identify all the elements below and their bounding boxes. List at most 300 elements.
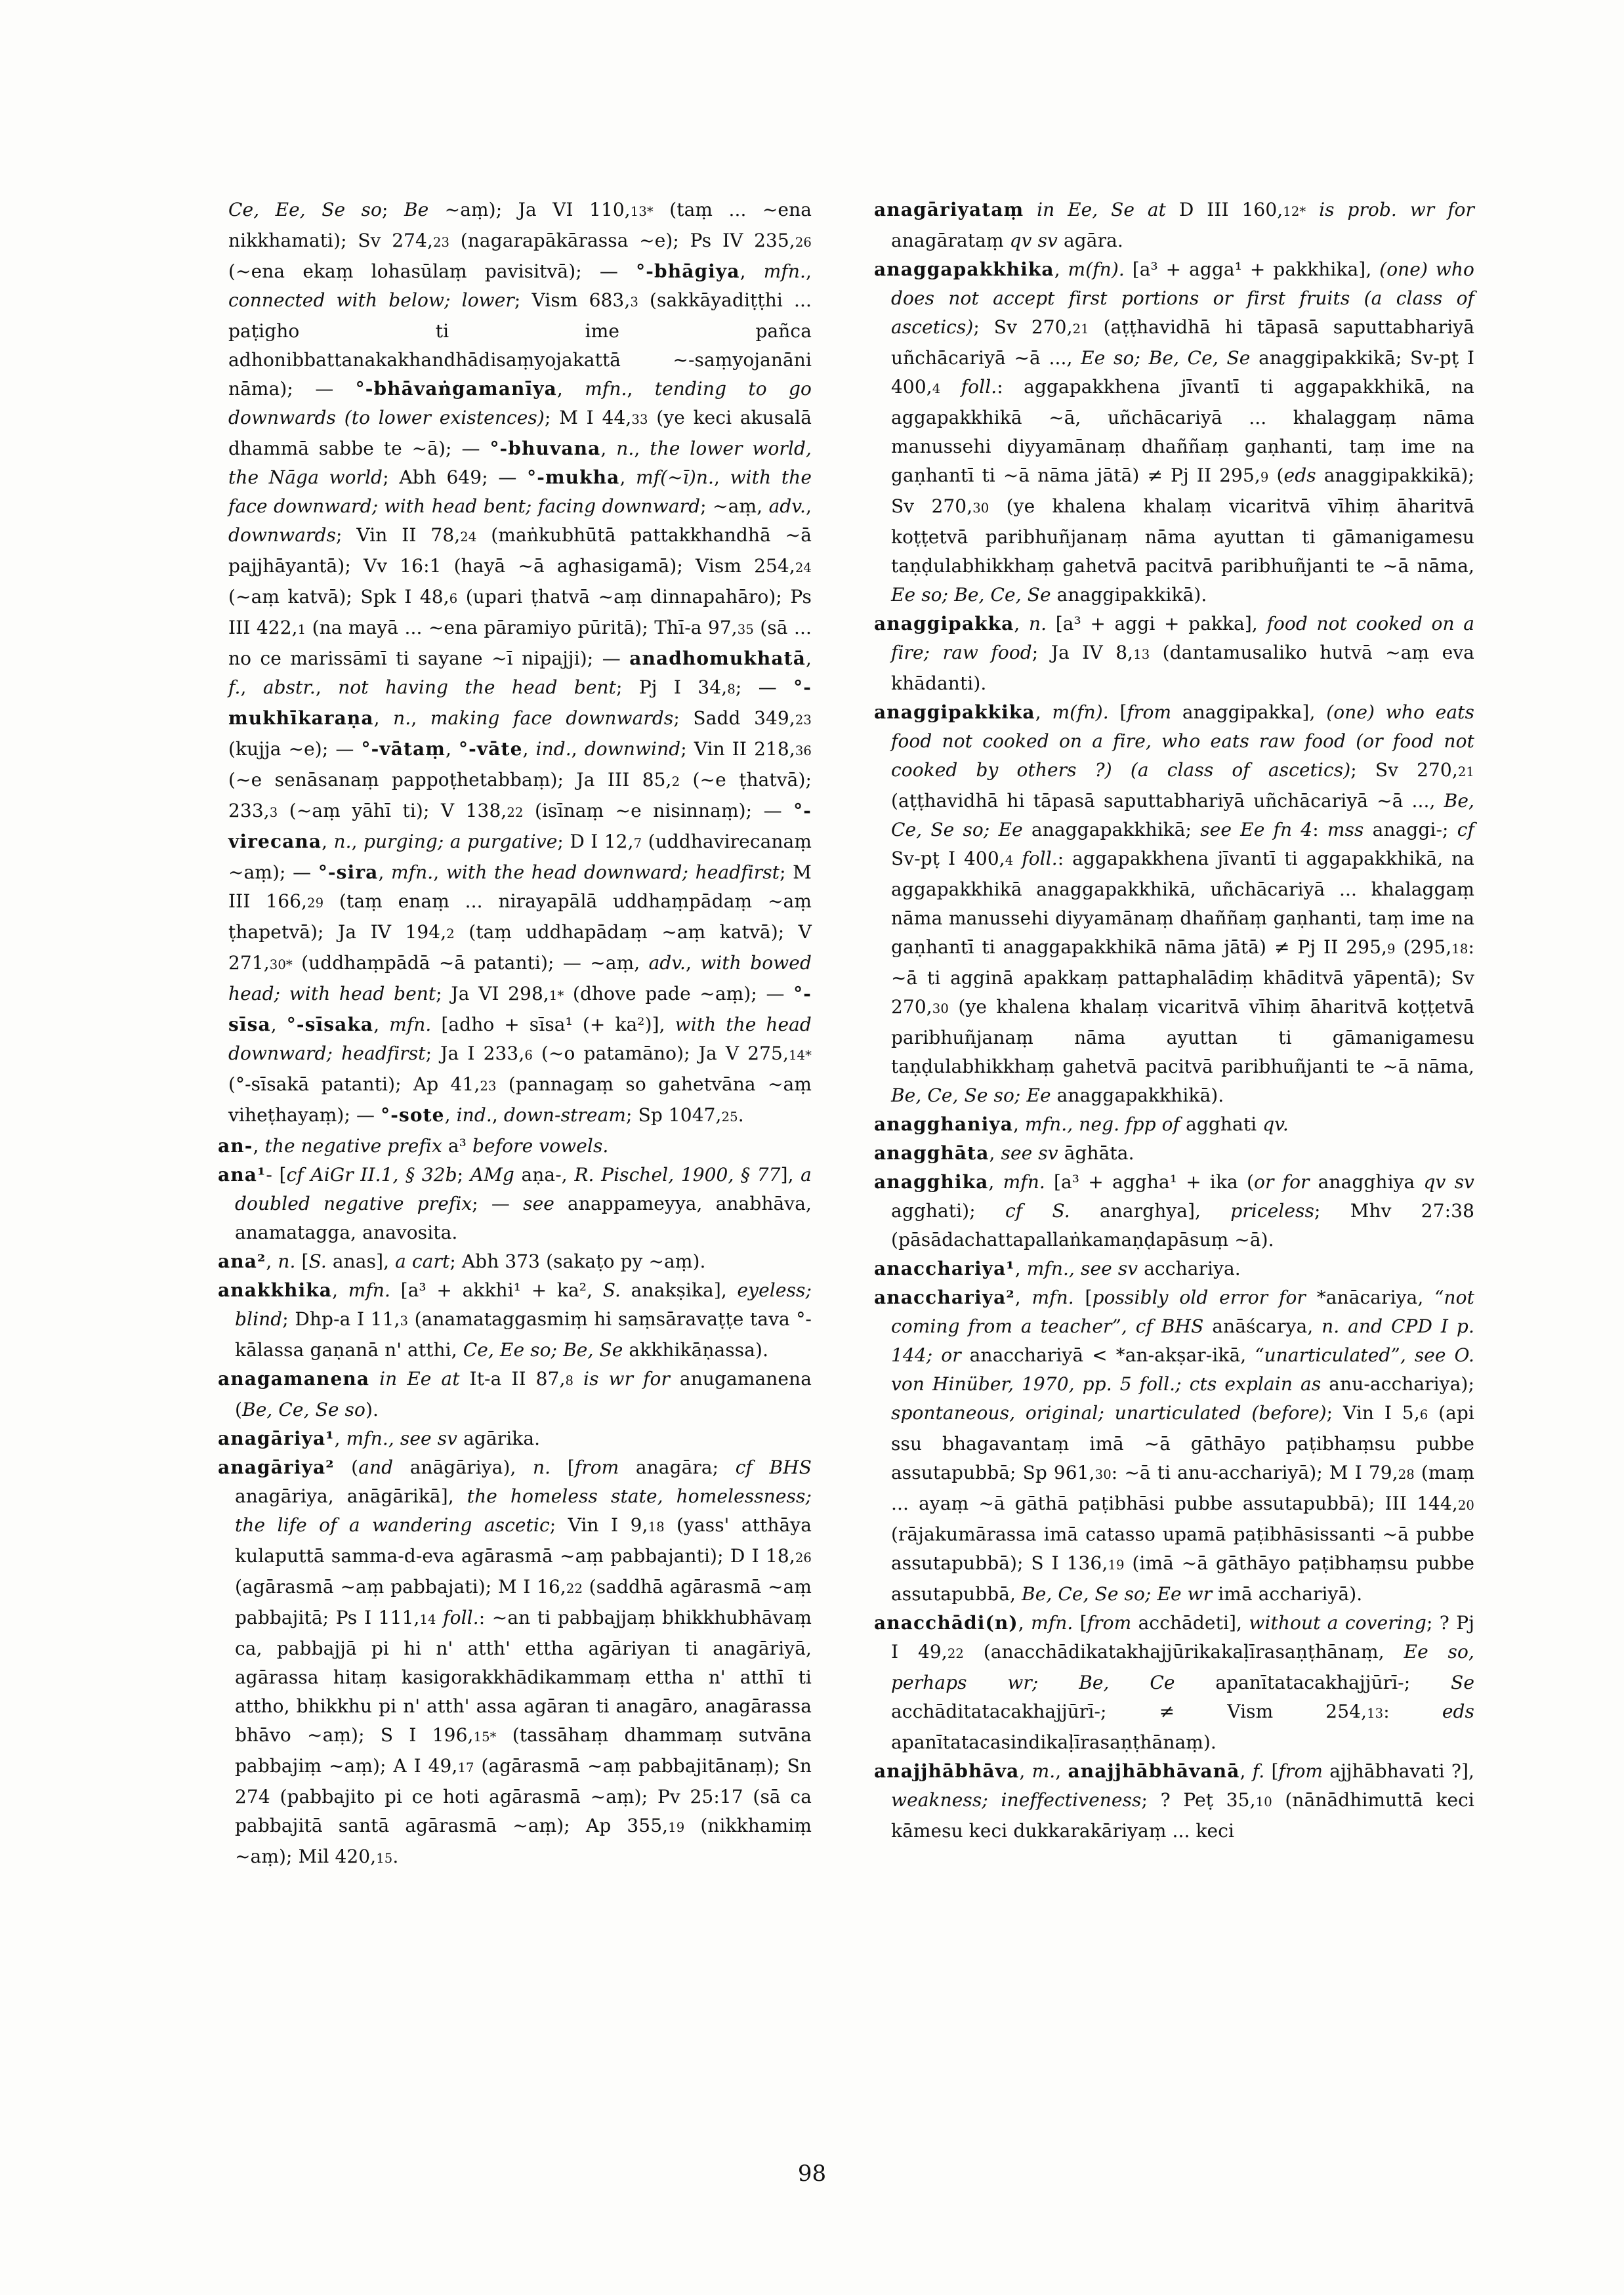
text-run: AMg (470, 1164, 514, 1186)
line-number: 4 (932, 381, 941, 396)
text-run: m(fn). (1052, 701, 1109, 723)
text-run: , (571, 738, 585, 760)
dict-entry (218, 1424, 812, 1453)
text-run: is wr for (583, 1368, 670, 1390)
text-run: mf(~ī)n. (636, 466, 714, 488)
headword: °-virecana (228, 800, 812, 852)
text-run: ; ? Peṭ 35,10 (nānādhimuttā keci kāmesu keci dukkarakāriyaṃ ... keci (891, 1789, 1474, 1842)
text-run: agghati); (891, 1200, 1005, 1222)
line-number: 36 (795, 743, 812, 758)
text-run: possibly old error for (1092, 1287, 1306, 1308)
text-run: adv. (648, 952, 686, 974)
text-run: mfn., see sv (346, 1428, 458, 1449)
line-number: 1* (549, 988, 564, 1003)
text-run: n. (333, 831, 352, 852)
text-run: before vowels. (472, 1135, 609, 1157)
text-run: from (1278, 1760, 1323, 1782)
text-run: , (989, 1142, 1001, 1164)
text-run: without a covering (1249, 1612, 1426, 1634)
text-run: , (491, 1104, 504, 1126)
text-run: , (315, 676, 339, 698)
text-run: ; Mhv 27:38 (pāsādachattapallaṅkamaṇḍapāsuṃ ~ā). (891, 1200, 1474, 1251)
line-number: 19 (668, 1820, 685, 1835)
text-run: , (332, 1279, 348, 1301)
text-run: aṇa-, (514, 1164, 575, 1186)
page-number: 98 (797, 2161, 827, 2187)
text-run: [a³ + akkhi¹ + ka², (390, 1279, 603, 1301)
text-run: , (270, 1014, 287, 1035)
text-run: “unarticulated”, see O. von Hinüber, 1970, pp. 5 foll.; cts explain as (891, 1344, 1474, 1395)
text-run: Ce, Ee, Se so (228, 199, 382, 220)
text-run: anaggapakkhikā). (1051, 1085, 1224, 1106)
text-run: anacchariyā < *an-akṣar-ikā, (961, 1344, 1255, 1366)
text-run: with the head downward; headfirst (446, 861, 780, 883)
text-run: anas], (326, 1251, 396, 1272)
text-run: Be, Ce, Se so; Ee (891, 1085, 1051, 1106)
text-run: ). (365, 1399, 379, 1420)
text-run: Ee so, perhaps wr; Be, Ce (891, 1641, 1474, 1693)
dict-entry (218, 1132, 812, 1161)
text-run: ajjhābhavati ?], (1323, 1760, 1474, 1782)
text-run: ; Vism 683,3 (sakkāyadiṭṭhi ... paṭigho ti ime pañca adhonibbattanakakhandhādisaṃyojakattā ~-saṃyojanāni nāma); — (228, 289, 812, 400)
text-run: S. (602, 1279, 621, 1301)
text-run: anakṣika], (621, 1279, 738, 1301)
headword: anagghika (874, 1171, 989, 1193)
line-number: 14 (419, 1612, 436, 1627)
text-run: , (1014, 1287, 1032, 1308)
text-run: S. (308, 1251, 327, 1272)
headword: °-sīsaka (286, 1014, 374, 1035)
text-run: , (522, 738, 536, 760)
line-number: 3 (269, 805, 278, 820)
text-run: ; Pj I 34,8; — (616, 676, 794, 698)
text-run: : (1312, 819, 1327, 840)
line-number: 28 (1398, 1467, 1415, 1482)
line-number: 19 (1108, 1558, 1125, 1573)
text-run: agāra. (1057, 230, 1123, 251)
text-run: and (358, 1457, 394, 1478)
text-run: ; Vin I 5,6 (api ssu bhagavantaṃ imā ~ā gāthāyo paṭibhaṃsu pubbe assutapubbā; Sp 961,30: ~ā ti anu-acchariyā); M I 79,28 (maṃ ... ayaṃ ~ā gāthā paṭibhāsi pubbe assutapubbā); III 144,20 (rājakumārassa imā catasso upamā paṭibhāsissanti ~ā pubbe assutapubbā); S I 136,19 (imā ~ā gāthāyo paṭibhaṃsu pubbe assutapubbā, (891, 1402, 1474, 1605)
text-run: with bowed head; with head bent (228, 952, 812, 1004)
text-run: see (523, 1193, 554, 1214)
text-run: , (1014, 1258, 1027, 1279)
text-run: not having the head bent (338, 676, 616, 698)
headword: anagghaniya (874, 1113, 1014, 1135)
line-number: 13 (1367, 1706, 1384, 1721)
text-run (369, 1368, 379, 1390)
text-run: ind. (535, 738, 572, 760)
text-run: mfn. (1031, 1612, 1073, 1634)
text-run: , (686, 952, 701, 974)
line-number: 8 (565, 1373, 574, 1388)
text-run: , (253, 1135, 265, 1157)
headword: anagamanena (218, 1368, 370, 1390)
text-run: down-stream (503, 1104, 627, 1126)
text-run: , (1013, 1113, 1026, 1135)
text-run: in Ee at (379, 1368, 460, 1390)
text-run: , (600, 438, 617, 459)
line-number: 24 (460, 529, 477, 545)
text-run: anugamanena ( (235, 1368, 812, 1420)
text-run: cf (1457, 819, 1474, 840)
text-run: anagāriya, anāgārikā], (235, 1485, 467, 1507)
text-run: with the face downward; with head bent; facing downward (228, 466, 812, 517)
text-run: mfn. (348, 1279, 390, 1301)
text-run: [a³ + aggha¹ + ika ( (1045, 1171, 1255, 1193)
dict-entry (874, 1283, 1474, 1609)
dict-entry (874, 610, 1474, 698)
text-run: - [ (266, 1164, 287, 1186)
text-run: anagghiya (1309, 1171, 1424, 1193)
text-run: [ (295, 1251, 309, 1272)
text-run: cf AiGr II.1, § 32b (286, 1164, 457, 1186)
text-run: , (446, 738, 459, 760)
text-run: agghati (1180, 1113, 1263, 1135)
dict-entry (218, 1276, 812, 1365)
line-number: 15* (473, 1729, 497, 1745)
text-run: m(fn). (1068, 258, 1125, 280)
text-run: , (378, 861, 392, 883)
text-run: , (411, 707, 430, 729)
text-run: Ee so; Be, Ce, Se (1081, 347, 1251, 369)
text-run: Be, Ce, Se so; Ee (891, 790, 1474, 840)
text-run: tending to go downwards (to lower existences) (228, 378, 812, 428)
text-run: from (1127, 701, 1172, 723)
text-run: in Ee, Se at (1037, 199, 1167, 220)
line-number: 30 (932, 1001, 949, 1016)
text-run: n. (533, 1457, 551, 1478)
text-run: eds (1283, 465, 1316, 486)
dict-entry (218, 1453, 812, 1873)
text-run: (one) who does not accept first portions or first fruits (a class of ascetics) (891, 258, 1475, 338)
line-number: 23 (480, 1079, 497, 1094)
text-run: cf BHS (1135, 1315, 1204, 1337)
headword: ana² (218, 1251, 266, 1272)
text-run: ; Ja VI 298,1* (dhove pade ~aṃ); — (436, 983, 794, 1004)
text-run: qv. (1262, 1113, 1289, 1135)
headword: anadhomukhatā (629, 648, 806, 669)
text-run: ; Sp 1047,25. (626, 1104, 744, 1126)
line-number: 3 (630, 295, 638, 310)
text-run: priceless (1230, 1200, 1314, 1222)
text-run: from (1087, 1612, 1132, 1634)
line-number: 26 (795, 1550, 812, 1565)
line-number: 21 (1072, 321, 1089, 337)
headword: °-vātaṃ (361, 738, 446, 760)
line-number: 30 (1094, 1467, 1112, 1482)
text-run: ; Dhp-a I 11,3 (anamataggasmiṃ hi saṃsāravaṭṭe tava °-kālassa gaṇanā n' atthi, (235, 1308, 812, 1361)
text-run: anaggipakkikā; Sv-pṭ I 400,4 (891, 347, 1474, 398)
text-run: n. and CPD I p. 144; or (891, 1315, 1474, 1366)
text-run: connected with below; lower (228, 289, 514, 311)
text-run: ], (780, 1164, 801, 1186)
text-run: D III 160,12* (1166, 199, 1306, 220)
dict-entry (874, 1609, 1474, 1757)
text-run: , (713, 466, 730, 488)
entry-continuation (218, 196, 812, 1132)
text-run: a doubled negative prefix (235, 1164, 812, 1214)
text-run: cf BHS (735, 1457, 812, 1478)
line-number: 30* (269, 957, 293, 972)
text-run: mfn. (1031, 1287, 1074, 1308)
line-number: 13* (630, 204, 654, 219)
text-run: making face downwards (430, 707, 674, 729)
text-run: ; Ja IV 8,13 (dantamusaliko hutvā ~aṃ eva khādanti). (891, 642, 1474, 694)
text-run: Be, Ce, Se so (242, 1399, 365, 1420)
line-number: 2 (671, 774, 680, 789)
line-number: 9 (1260, 470, 1269, 485)
text-run: anaggipakkikā); Sv 270,30 (ye khalena khalaṃ vicaritvā vīhiṃ āharitvā koṭṭetvā paribhuñjanaṃ nāma ayuttan ti gāmanigamesu taṇḍulabhikkhaṃ gahetvā pacitvā paribhuñjanti te ~ā nāma, (891, 465, 1474, 577)
line-number: 22 (566, 1581, 583, 1596)
text-run: ind. (456, 1104, 492, 1126)
text-run: downwind (584, 738, 681, 760)
text-run: , (805, 495, 812, 517)
text-run: akkhikāṇassa). (623, 1339, 769, 1361)
line-number: 35 (737, 622, 754, 637)
text-run: [ (1108, 701, 1127, 723)
text-run: anaggapakkhikā; (1022, 819, 1201, 840)
dict-entry (874, 1254, 1474, 1283)
line-number: 7 (633, 836, 642, 851)
line-number: 9 (1387, 941, 1396, 957)
headword: an- (218, 1135, 253, 1157)
text-run: , (1035, 701, 1052, 723)
line-number: 25 (721, 1109, 738, 1125)
text-run: , (373, 707, 394, 729)
text-run: , (634, 438, 650, 459)
line-number: 29 (307, 896, 324, 911)
text-run: ; Ja I 233,6 (~o patamāno); Ja V 275,14* (°-sīsakā patanti); Ap 41,23 (pannagaṃ so gahetvāna ~aṃ viheṭhayaṃ); — (228, 1043, 812, 1126)
text-run: , (1055, 1760, 1068, 1782)
text-run: , (627, 378, 655, 400)
text-run: n. (1029, 613, 1047, 634)
headword: anaggipakka (874, 613, 1014, 634)
line-number: 21 (1457, 764, 1474, 779)
line-number: 4 (1005, 853, 1014, 868)
text-run: Be, Ce, Se so; Ee wr (1022, 1583, 1213, 1605)
text-run: agārika. (457, 1428, 541, 1449)
text-run: ; Vin II 218,36 (~e senāsanaṃ pappoṭhetabbaṃ); Ja III 85,2 (~e ṭhatvā); 233,3 (~aṃ yāhī ti); V 138,22 (isīnaṃ ~e nisinnaṃ); — (228, 738, 812, 821)
text-run: , (739, 260, 764, 282)
line-number: 8 (727, 682, 736, 697)
text-run: ; Vin I 9,18 (yass' atthāya kulaputtā samma-d-eva agārasmā ~aṃ pabbajanti); D I 18,26 (agārasmā ~aṃ pabbajati); M I 16,22 (saddhā agārasmā ~aṃ pabbajitā; Ps I 111,14 (235, 1514, 812, 1628)
headword: anagāriyataṃ (874, 199, 1024, 220)
text-run: : aggapakkhena jīvantī ti aggapakkhikā, na aggapakkhikā anaggapakkhikā, uñchācariyā ... khalaggaṃ nāma manussehi diyyamānaṃ dhaññaṃ gaṇhanti, taṃ ime na gaṇhantī ti anaggapakkhikā nāma jātā) ≠ Pj II 295,9 (295,18: ~ā ti agginā apakkaṃ pattaphalādiṃ khāditvā yāpentā); Sv 270,30 (ye khalena khalaṃ vicaritvā vīhiṃ āharitvā koṭṭetvā paribhuñjanaṃ nāma ayuttan ti gāmanigamesu taṇḍulabhikkhaṃ gahetvā pacitvā paribhuñjanti te ~ā nāma, (891, 848, 1474, 1077)
headword: °-sira (318, 861, 379, 883)
text-run: , (805, 648, 812, 669)
text-run: mfn. (1003, 1171, 1045, 1193)
text-run: acchariya. (1138, 1258, 1241, 1279)
text-run: : aggapakkhena jīvantī ti aggapakkhikā, na aggapakkhikā ~ā, uñchācariyā ... khalaggaṃ nāma manussehi diyyamānaṃ dhaññaṃ gaṇhanti, taṃ ime na gaṇhantī ti ~ā nāma jātā) ≠ Pj II 295,9 ( (891, 376, 1474, 486)
text-run: Be (404, 199, 429, 220)
dict-entry (874, 255, 1474, 610)
text-run: ; M III 166,29 (taṃ enaṃ ... nirayapālā uddhaṃpādaṃ ~aṃ ṭhapetvā); Ja IV 194,2 (taṃ uddhapādaṃ ~aṃ katvā); V 271,30* (uddhaṃpādā ~ā patanti); — ~aṃ, (228, 861, 812, 974)
headword: anaggipakkika (874, 701, 1035, 723)
text-run: anāgāriya), (393, 1457, 533, 1478)
text-run: : ~an ti pabbajjaṃ bhikkhubhāvaṃ ca, pabbajjā pi hi n' atth' ettha agāriyan ti anagāriyā, agārassa hitaṃ kasigorakkhādikammaṃ ettha n' atthī ti attho, bhikkhu pi n' atth' assa agāran ti anagāro, anagārassa bhāvo ~aṃ); S I 196,15* (tassāhaṃ dhammaṃ sutvāna pabbajiṃ ~aṃ); A I 49,17 (agārasmā ~aṃ pabbajitānaṃ); Sn 274 (pabbajito pi ce hoti agārasmā ~aṃ); Pv 25:17 (sā ca pabbajitā santā agārasmā ~aṃ); Ap 355,19 (nikkhamiṃ ~aṃ); Mil 420,15. (235, 1607, 812, 1867)
text-run: m. (1031, 1760, 1056, 1782)
text-run: [ (1264, 1760, 1279, 1782)
text-run: anagāra; (619, 1457, 736, 1478)
text-run: ; (457, 1164, 470, 1186)
text-run: , (1014, 613, 1029, 634)
headword: °-bhāvaṅgamanīya (355, 378, 557, 400)
headword: °-mukhīkaraṇa (228, 676, 812, 729)
line-number: 1 (297, 622, 306, 637)
text-run: eds (1442, 1701, 1474, 1722)
text-run: cf S. (1005, 1200, 1070, 1222)
text-run: ; — (472, 1193, 524, 1214)
text-run: , (556, 378, 585, 400)
text-run: ; Sv 270,21 (aṭṭhavidhā hi tāpasā saputtabhariyā uñchācariyā ~ā ..., (891, 316, 1475, 369)
text-run: , (1054, 258, 1068, 280)
text-run: anappameyya, anabhāva, anamatagga, anavosita. (235, 1193, 812, 1243)
text-run: , (266, 1251, 278, 1272)
headword: anagāriya¹ (218, 1428, 335, 1449)
headword: anagāriya² (218, 1457, 335, 1478)
text-run: anu-acchariya); (1321, 1373, 1474, 1395)
text-run: , (988, 1171, 1003, 1193)
line-number: 12* (1283, 204, 1306, 219)
dict-entry (874, 1757, 1474, 1846)
text-run: Sv-pṭ I 400,4 (891, 848, 1014, 869)
text-run: foll. (1022, 848, 1058, 869)
line-number: 13 (1133, 647, 1150, 662)
line-number: 23 (795, 713, 812, 728)
text-run: ; ? Pj I 49,22 (anacchādikatakhajjūrikakaḷīrasaṇṭhānaṃ, (891, 1612, 1474, 1663)
text-run (1127, 1315, 1136, 1337)
text-run: apanītatacasindikaḷīrasaṇṭhānaṃ). (891, 1731, 1217, 1753)
line-number: 33 (631, 412, 648, 427)
text-run: anaggipakka], (1171, 701, 1327, 723)
line-number: 22 (947, 1646, 964, 1661)
text-run: the lower world, the Nāga world (228, 438, 812, 488)
headword: °-bhāgiya (636, 260, 740, 282)
text-run: Ce, Ee so; Be, Se (463, 1339, 623, 1361)
headword: anagghāta (874, 1142, 989, 1164)
line-number: 6 (1419, 1407, 1428, 1422)
text-run: a³ (442, 1135, 472, 1157)
text-run: spontaneous, original; unarticulated (before) (891, 1402, 1327, 1424)
text-run: [a³ + agga¹ + pakkhika], (1124, 258, 1380, 280)
line-number: 6 (524, 1048, 533, 1063)
text-run: with the head downward; headfirst (228, 1014, 812, 1064)
line-number: 18 (1451, 941, 1468, 957)
text-run: , (1018, 1612, 1031, 1634)
line-number: 20 (1457, 1498, 1474, 1513)
headword: ana¹ (218, 1164, 266, 1186)
text-run: (one) who eats food not cooked on a fire, who eats raw food (or food not cooked by others ?) (a class of ascetics) (891, 701, 1474, 781)
text-run: see sv (1001, 1142, 1058, 1164)
text-run: ; Abh 373 (sakaṭo py ~aṃ). (449, 1251, 706, 1272)
line-number: 17 (457, 1760, 474, 1775)
text-run: mfn. (391, 861, 434, 883)
dict-entry (874, 1110, 1474, 1139)
text-run: ; D I 12,7 (uddhavirecanaṃ ~aṃ); — (228, 831, 812, 883)
headword: anajjhābhāva (874, 1760, 1020, 1782)
headword: anacchariya¹ (874, 1258, 1015, 1279)
text-run: mfn., see sv (1026, 1258, 1138, 1279)
headword: anacchariya² (874, 1287, 1015, 1308)
text-run: , (1239, 1760, 1253, 1782)
text-run: , (1019, 1760, 1032, 1782)
text-run: n. (616, 438, 635, 459)
headword: °-vāte (459, 738, 523, 760)
text-run: acchādeti], (1131, 1612, 1249, 1634)
text-run: the homeless state, homelessness; the life of a wandering ascetic (235, 1485, 812, 1536)
headword: °-mukha (527, 466, 620, 488)
dict-entry (874, 196, 1474, 255)
text-run: n. (278, 1251, 296, 1272)
text-run: downwards (228, 524, 337, 546)
headword: anaggapakkhika (874, 258, 1054, 280)
text-run: Se (1451, 1672, 1474, 1693)
text-run: anaggi-; (1364, 819, 1457, 840)
text-run: acchāditatacakhajjūrī-; ≠ Vism 254,13: (891, 1701, 1442, 1722)
text-run: mfn., neg. fpp of (1025, 1113, 1180, 1135)
dict-entry (218, 1247, 812, 1276)
line-number: 3 (400, 1313, 409, 1329)
line-number: 24 (795, 560, 812, 575)
text-run: It-a II 87,8 (459, 1368, 574, 1390)
text-run: eyeless; blind (235, 1279, 812, 1330)
text-run: mfn. (389, 1014, 432, 1035)
text-run: weakness; ineffectiveness (891, 1789, 1142, 1811)
line-number: 26 (795, 235, 812, 250)
text-run: ; Vin II 78,24 (maṅkubhūtā pattakkhandhā ~ā pajjhāyantā); Vv 16:1 (hayā ~ā aghasigamā); Vism 254,24 (~aṃ katvā); Spk I 48,6 (upari ṭhatvā ~aṃ dinnapahāro); Ps III 422,1 (na mayā ... ~ena pāramiyo pūritā); Thī-a 97,35 (sā ... no ce marissāmī ti sayane ~ī nipajji); — (228, 524, 812, 669)
text-run: R. Pischel, 1900, § 77 (574, 1164, 781, 1186)
text-run: mss (1327, 819, 1364, 840)
dict-entry (218, 1161, 812, 1247)
line-number: 14* (788, 1048, 812, 1063)
right-column (874, 196, 1474, 1846)
text-run: food not cooked on a fire; raw food (891, 613, 1474, 663)
text-run: from (574, 1457, 619, 1478)
text-run: imā acchariyā). (1212, 1583, 1363, 1605)
text-run: *anācariya, (1305, 1287, 1435, 1308)
text-run: f. (1252, 1760, 1265, 1782)
dict-entry (874, 698, 1474, 1110)
text-run: “not coming from a teacher”, (891, 1287, 1474, 1337)
dict-entry (218, 1365, 812, 1424)
text-run: , (334, 1428, 346, 1449)
text-run: ; ~aṃ, (700, 495, 769, 517)
text-run (1024, 199, 1037, 220)
text-run: n. (393, 707, 411, 729)
text-run: , (240, 676, 263, 698)
text-run: anarghya], (1070, 1200, 1231, 1222)
text-run: ; M I 44,33 (ye keci akusalā dhammā sabbe te ~ā); — (228, 407, 812, 459)
text-run: [ (1073, 1612, 1087, 1634)
text-run: [ (1073, 1287, 1093, 1308)
text-run: foll. (443, 1607, 479, 1628)
text-run: anāścarya, (1203, 1315, 1322, 1337)
text-run: āghāta. (1058, 1142, 1135, 1164)
text-run: foll. (961, 376, 997, 398)
text-run: Ee so; Be, Ce, Se (891, 584, 1051, 606)
text-run: mfn. (585, 378, 627, 400)
text-run: adv. (768, 495, 806, 517)
text-run: abstr. (262, 676, 316, 698)
line-number: 22 (507, 805, 524, 820)
line-number: 23 (432, 235, 450, 250)
text-run: see Ee fn 4 (1200, 819, 1313, 840)
text-run: [adho + sīsa¹ (+ ka²)], (431, 1014, 675, 1035)
text-run: or for (1254, 1171, 1310, 1193)
headword: °-sote (381, 1104, 445, 1126)
text-run: , (444, 1104, 457, 1126)
dict-entry (874, 1168, 1474, 1254)
